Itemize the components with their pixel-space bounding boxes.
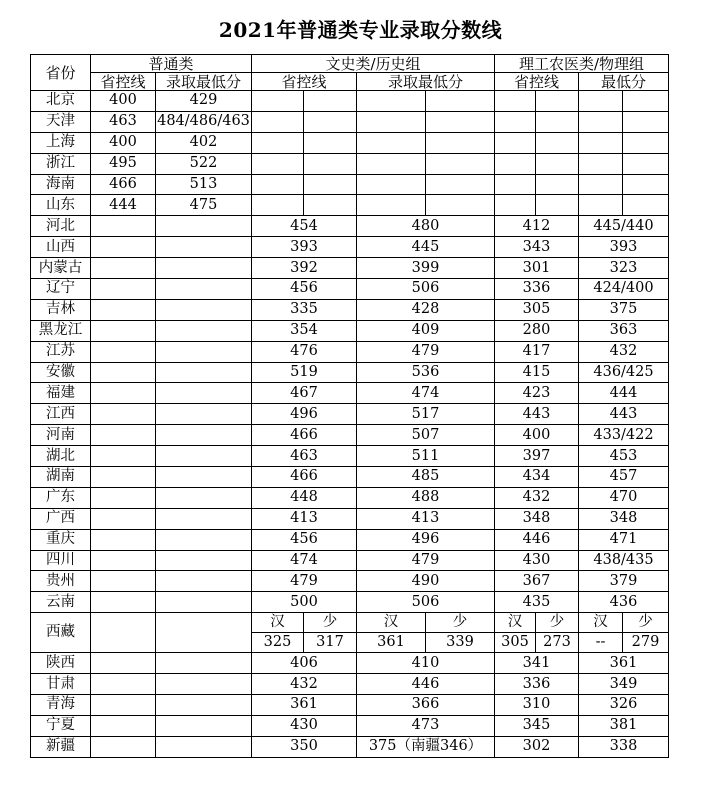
liberal-min-cell: 488	[357, 487, 495, 508]
science-min-cell: 349	[579, 674, 669, 695]
empty-cell	[579, 111, 623, 132]
table-row	[31, 467, 669, 488]
empty-cell	[156, 258, 252, 279]
liberal-min-cell: 375（南疆346）	[357, 736, 495, 757]
general-control-cell: 463	[91, 111, 156, 132]
empty-cell	[357, 111, 426, 132]
science-control-cell: 435	[495, 592, 579, 613]
empty-cell	[156, 613, 252, 653]
minority-label: 少	[623, 613, 669, 633]
table-row	[31, 258, 669, 279]
empty-cell	[156, 736, 252, 757]
header-science-control: 省控线	[495, 73, 579, 91]
empty-cell	[357, 153, 426, 174]
tibet-score-cell: 273	[536, 633, 579, 653]
liberal-control-cell: 456	[252, 529, 357, 550]
table-row	[31, 529, 669, 550]
science-min-cell: 432	[579, 341, 669, 362]
empty-cell	[357, 174, 426, 195]
province-cell: 海南	[31, 174, 91, 195]
han-label: 汉	[357, 613, 426, 633]
empty-cell	[156, 320, 252, 341]
liberal-min-cell: 485	[357, 467, 495, 488]
han-label: 汉	[579, 613, 623, 633]
empty-cell	[156, 550, 252, 571]
science-control-cell: 446	[495, 529, 579, 550]
empty-cell	[579, 195, 623, 216]
science-min-cell: 436	[579, 592, 669, 613]
empty-cell	[91, 550, 156, 571]
liberal-min-cell: 490	[357, 571, 495, 592]
empty-cell	[623, 153, 669, 174]
empty-cell	[91, 341, 156, 362]
province-cell: 重庆	[31, 529, 91, 550]
science-control-cell: 336	[495, 674, 579, 695]
science-min-cell: 433/422	[579, 425, 669, 446]
table-row	[31, 425, 669, 446]
empty-cell	[91, 467, 156, 488]
science-min-cell: 443	[579, 404, 669, 425]
province-cell: 西藏	[31, 613, 91, 653]
province-cell: 上海	[31, 132, 91, 153]
province-cell: 甘肃	[31, 674, 91, 695]
empty-cell	[357, 195, 426, 216]
empty-cell	[156, 216, 252, 237]
liberal-control-cell: 463	[252, 446, 357, 467]
general-min-cell: 429	[156, 91, 252, 112]
province-cell: 内蒙古	[31, 258, 91, 279]
empty-cell	[304, 174, 357, 195]
empty-cell	[91, 299, 156, 320]
empty-cell	[426, 153, 495, 174]
table-row	[31, 736, 669, 757]
empty-cell	[579, 91, 623, 112]
liberal-control-cell: 354	[252, 320, 357, 341]
empty-cell	[623, 132, 669, 153]
science-control-cell: 400	[495, 425, 579, 446]
han-label: 汉	[252, 613, 304, 633]
science-min-cell: 436/425	[579, 362, 669, 383]
empty-cell	[579, 132, 623, 153]
empty-cell	[91, 674, 156, 695]
science-min-cell: 348	[579, 508, 669, 529]
science-control-cell: 345	[495, 715, 579, 736]
province-cell: 江西	[31, 404, 91, 425]
empty-cell	[156, 487, 252, 508]
liberal-control-cell: 476	[252, 341, 357, 362]
science-min-cell: 444	[579, 383, 669, 404]
science-control-cell: 301	[495, 258, 579, 279]
empty-cell	[536, 153, 579, 174]
empty-cell	[156, 279, 252, 300]
empty-cell	[156, 592, 252, 613]
science-min-cell: 375	[579, 299, 669, 320]
liberal-min-cell: 428	[357, 299, 495, 320]
science-control-cell: 305	[495, 299, 579, 320]
empty-cell	[156, 571, 252, 592]
empty-cell	[304, 153, 357, 174]
empty-cell	[536, 111, 579, 132]
general-min-cell: 522	[156, 153, 252, 174]
province-cell: 天津	[31, 111, 91, 132]
table-row	[31, 404, 669, 425]
empty-cell	[426, 195, 495, 216]
science-min-cell: 445/440	[579, 216, 669, 237]
empty-cell	[156, 467, 252, 488]
science-min-cell: 438/435	[579, 550, 669, 571]
general-min-cell: 484/486/463	[156, 111, 252, 132]
empty-cell	[156, 383, 252, 404]
empty-cell	[91, 279, 156, 300]
table-row	[31, 91, 669, 112]
table-row	[31, 674, 669, 695]
liberal-min-cell: 413	[357, 508, 495, 529]
empty-cell	[357, 132, 426, 153]
science-control-cell: 310	[495, 695, 579, 716]
empty-cell	[156, 508, 252, 529]
table-body	[31, 91, 669, 758]
table-row	[31, 216, 669, 237]
table-row	[31, 132, 669, 153]
han-label: 汉	[495, 613, 536, 633]
province-cell: 新疆	[31, 736, 91, 757]
empty-cell	[304, 132, 357, 153]
science-control-cell: 417	[495, 341, 579, 362]
province-cell: 黑龙江	[31, 320, 91, 341]
empty-cell	[91, 653, 156, 674]
province-cell: 贵州	[31, 571, 91, 592]
empty-cell	[623, 174, 669, 195]
science-min-cell: 424/400	[579, 279, 669, 300]
province-cell: 浙江	[31, 153, 91, 174]
liberal-min-cell: 473	[357, 715, 495, 736]
liberal-min-cell: 536	[357, 362, 495, 383]
liberal-control-cell: 430	[252, 715, 357, 736]
table-row	[31, 237, 669, 258]
table-row	[31, 362, 669, 383]
liberal-control-cell: 392	[252, 258, 357, 279]
table-row	[31, 174, 669, 195]
table-row	[31, 715, 669, 736]
empty-cell	[91, 216, 156, 237]
empty-cell	[156, 529, 252, 550]
science-control-cell: 343	[495, 237, 579, 258]
science-control-cell: 341	[495, 653, 579, 674]
liberal-min-cell: 496	[357, 529, 495, 550]
tibet-score-cell: 317	[304, 633, 357, 653]
science-control-cell: 415	[495, 362, 579, 383]
empty-cell	[252, 195, 304, 216]
empty-cell	[252, 111, 304, 132]
empty-cell	[304, 195, 357, 216]
science-min-cell: 457	[579, 467, 669, 488]
table-row	[31, 299, 669, 320]
header-science-min: 最低分	[579, 73, 669, 91]
tibet-score-cell: 361	[357, 633, 426, 653]
province-cell: 四川	[31, 550, 91, 571]
liberal-control-cell: 479	[252, 571, 357, 592]
empty-cell	[495, 195, 536, 216]
liberal-min-cell: 480	[357, 216, 495, 237]
science-control-cell: 397	[495, 446, 579, 467]
table-row	[31, 341, 669, 362]
empty-cell	[252, 91, 304, 112]
header-liberal-min: 录取最低分	[357, 73, 495, 91]
science-control-cell: 348	[495, 508, 579, 529]
liberal-control-cell: 448	[252, 487, 357, 508]
empty-cell	[91, 715, 156, 736]
empty-cell	[579, 153, 623, 174]
empty-cell	[91, 237, 156, 258]
science-min-cell: 361	[579, 653, 669, 674]
header-general-control: 省控线	[91, 73, 156, 91]
empty-cell	[536, 195, 579, 216]
empty-cell	[495, 153, 536, 174]
science-control-cell: 367	[495, 571, 579, 592]
liberal-min-cell: 506	[357, 592, 495, 613]
table-row	[31, 153, 669, 174]
empty-cell	[623, 91, 669, 112]
empty-cell	[91, 613, 156, 653]
liberal-min-cell: 511	[357, 446, 495, 467]
science-min-cell: 393	[579, 237, 669, 258]
liberal-control-cell: 393	[252, 237, 357, 258]
empty-cell	[91, 695, 156, 716]
table-row	[31, 613, 669, 633]
province-cell: 山西	[31, 237, 91, 258]
table-row	[31, 487, 669, 508]
science-control-cell: 432	[495, 487, 579, 508]
province-cell: 宁夏	[31, 715, 91, 736]
liberal-control-cell: 350	[252, 736, 357, 757]
empty-cell	[156, 653, 252, 674]
province-cell: 福建	[31, 383, 91, 404]
liberal-control-cell: 454	[252, 216, 357, 237]
table-row	[31, 550, 669, 571]
empty-cell	[304, 111, 357, 132]
table-row	[31, 195, 669, 216]
table-row	[31, 508, 669, 529]
liberal-min-cell: 366	[357, 695, 495, 716]
page-title: 2021年普通类专业录取分数线	[218, 18, 503, 42]
table-row	[31, 695, 669, 716]
empty-cell	[156, 695, 252, 716]
science-control-cell: 423	[495, 383, 579, 404]
science-control-cell: 430	[495, 550, 579, 571]
liberal-min-cell: 517	[357, 404, 495, 425]
table-row	[31, 446, 669, 467]
province-cell: 江苏	[31, 341, 91, 362]
table-row	[31, 592, 669, 613]
empty-cell	[426, 174, 495, 195]
empty-cell	[156, 446, 252, 467]
liberal-min-cell: 445	[357, 237, 495, 258]
liberal-control-cell: 432	[252, 674, 357, 695]
general-control-cell: 400	[91, 132, 156, 153]
province-cell: 安徽	[31, 362, 91, 383]
header-liberal-control: 省控线	[252, 73, 357, 91]
general-min-cell: 513	[156, 174, 252, 195]
province-cell: 河北	[31, 216, 91, 237]
empty-cell	[91, 736, 156, 757]
empty-cell	[623, 195, 669, 216]
empty-cell	[357, 91, 426, 112]
empty-cell	[536, 132, 579, 153]
province-cell: 云南	[31, 592, 91, 613]
empty-cell	[304, 91, 357, 112]
science-control-cell: 443	[495, 404, 579, 425]
minority-label: 少	[304, 613, 357, 633]
tibet-score-cell: 279	[623, 633, 669, 653]
science-min-cell: 381	[579, 715, 669, 736]
empty-cell	[252, 174, 304, 195]
liberal-min-cell: 399	[357, 258, 495, 279]
table-row	[31, 653, 669, 674]
province-cell: 湖南	[31, 467, 91, 488]
table-row	[31, 320, 669, 341]
science-min-cell: 338	[579, 736, 669, 757]
minority-label: 少	[426, 613, 495, 633]
empty-cell	[91, 446, 156, 467]
empty-cell	[623, 111, 669, 132]
liberal-control-cell: 474	[252, 550, 357, 571]
science-control-cell: 336	[495, 279, 579, 300]
general-control-cell: 495	[91, 153, 156, 174]
empty-cell	[156, 299, 252, 320]
liberal-control-cell: 466	[252, 467, 357, 488]
province-cell: 陕西	[31, 653, 91, 674]
empty-cell	[91, 425, 156, 446]
tibet-score-cell: 305	[495, 633, 536, 653]
liberal-min-cell: 479	[357, 550, 495, 571]
empty-cell	[91, 529, 156, 550]
tibet-score-cell: --	[579, 633, 623, 653]
general-control-cell: 466	[91, 174, 156, 195]
general-min-cell: 475	[156, 195, 252, 216]
header-liberal: 文史类/历史组	[252, 55, 495, 73]
tibet-score-cell: 339	[426, 633, 495, 653]
liberal-control-cell: 335	[252, 299, 357, 320]
empty-cell	[156, 341, 252, 362]
liberal-control-cell: 519	[252, 362, 357, 383]
header-science: 理工农医类/物理组	[495, 55, 669, 73]
liberal-min-cell: 479	[357, 341, 495, 362]
empty-cell	[495, 91, 536, 112]
empty-cell	[495, 174, 536, 195]
province-cell: 广西	[31, 508, 91, 529]
province-cell: 青海	[31, 695, 91, 716]
liberal-control-cell: 406	[252, 653, 357, 674]
province-cell: 湖北	[31, 446, 91, 467]
header-province: 省份	[31, 55, 91, 91]
empty-cell	[91, 592, 156, 613]
science-min-cell: 323	[579, 258, 669, 279]
empty-cell	[156, 237, 252, 258]
empty-cell	[426, 132, 495, 153]
liberal-control-cell: 361	[252, 695, 357, 716]
liberal-control-cell: 413	[252, 508, 357, 529]
empty-cell	[252, 132, 304, 153]
empty-cell	[536, 91, 579, 112]
liberal-control-cell: 456	[252, 279, 357, 300]
province-cell: 广东	[31, 487, 91, 508]
science-control-cell: 434	[495, 467, 579, 488]
empty-cell	[156, 715, 252, 736]
empty-cell	[252, 153, 304, 174]
science-min-cell: 453	[579, 446, 669, 467]
empty-cell	[579, 174, 623, 195]
liberal-control-cell: 500	[252, 592, 357, 613]
general-control-cell: 444	[91, 195, 156, 216]
province-cell: 北京	[31, 91, 91, 112]
empty-cell	[536, 174, 579, 195]
header-general-min: 录取最低分	[156, 73, 252, 91]
table-row	[31, 279, 669, 300]
liberal-control-cell: 467	[252, 383, 357, 404]
empty-cell	[91, 508, 156, 529]
empty-cell	[91, 487, 156, 508]
empty-cell	[91, 362, 156, 383]
province-cell: 河南	[31, 425, 91, 446]
admission-score-table	[30, 54, 669, 758]
liberal-min-cell: 409	[357, 320, 495, 341]
science-control-cell: 280	[495, 320, 579, 341]
province-cell: 吉林	[31, 299, 91, 320]
minority-label: 少	[536, 613, 579, 633]
general-control-cell: 400	[91, 91, 156, 112]
science-min-cell: 379	[579, 571, 669, 592]
empty-cell	[495, 111, 536, 132]
empty-cell	[91, 404, 156, 425]
liberal-control-cell: 466	[252, 425, 357, 446]
empty-cell	[91, 320, 156, 341]
empty-cell	[156, 425, 252, 446]
empty-cell	[426, 111, 495, 132]
empty-cell	[426, 91, 495, 112]
liberal-min-cell: 507	[357, 425, 495, 446]
science-min-cell: 326	[579, 695, 669, 716]
liberal-min-cell: 410	[357, 653, 495, 674]
empty-cell	[91, 571, 156, 592]
empty-cell	[495, 132, 536, 153]
empty-cell	[91, 383, 156, 404]
liberal-control-cell: 496	[252, 404, 357, 425]
science-control-cell: 412	[495, 216, 579, 237]
empty-cell	[91, 258, 156, 279]
science-min-cell: 471	[579, 529, 669, 550]
liberal-min-cell: 446	[357, 674, 495, 695]
tibet-score-cell: 325	[252, 633, 304, 653]
table-row	[31, 383, 669, 404]
empty-cell	[156, 404, 252, 425]
empty-cell	[156, 362, 252, 383]
liberal-min-cell: 474	[357, 383, 495, 404]
science-control-cell: 302	[495, 736, 579, 757]
table-row	[31, 571, 669, 592]
empty-cell	[156, 674, 252, 695]
liberal-min-cell: 506	[357, 279, 495, 300]
general-min-cell: 402	[156, 132, 252, 153]
province-cell: 辽宁	[31, 279, 91, 300]
table-row	[31, 111, 669, 132]
science-min-cell: 470	[579, 487, 669, 508]
province-cell: 山东	[31, 195, 91, 216]
science-min-cell: 363	[579, 320, 669, 341]
header-general: 普通类	[91, 55, 252, 73]
